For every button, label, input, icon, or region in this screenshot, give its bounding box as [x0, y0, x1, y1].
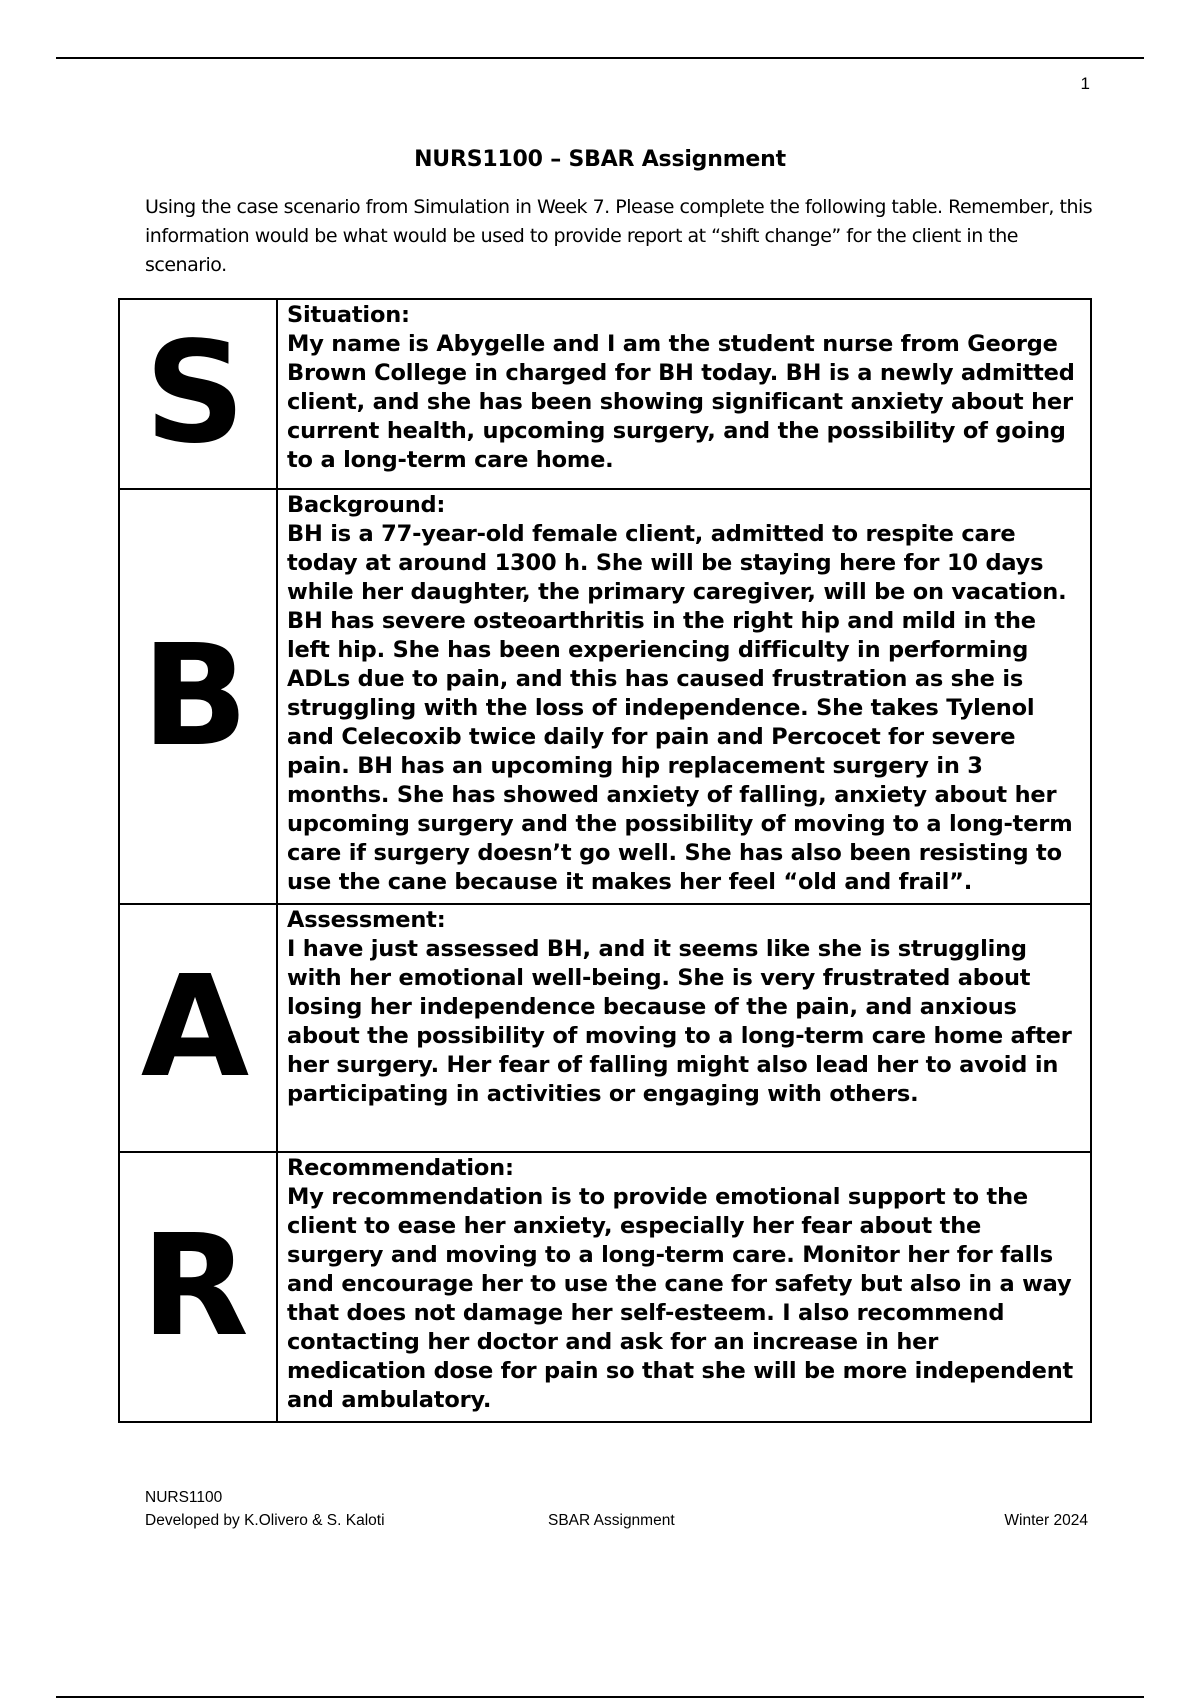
- situation-text: My name is Abygelle and I am the student nurse from George Brown College in charged for BH today. BH is a newly admitted client, and she has been showing significant anxiety about her current health, upcoming surgery, and the possibility of going to a long-term care home.: [287, 331, 1075, 473]
- sbar-row-situation: [119, 299, 1091, 489]
- page-number: 1: [1080, 74, 1090, 93]
- footer-center-title: SBAR Assignment: [548, 1512, 675, 1529]
- footer-developed-by: Developed by K.Olivero & S. Kaloti: [145, 1512, 385, 1529]
- recommendation-heading: Recommendation:: [287, 1155, 514, 1181]
- recommendation-text: My recommendation is to provide emotional support to the client to ease her anxiety, especially her fear about the surgery and moving to a long-term care. Monitor her for falls and encourage her to use the cane for safety but also in a way that does not damage her self-esteem. I also recommend contacting her doctor and ask for an increase in her medication dose for pain so that she will be more independent and ambulatory.: [287, 1184, 1074, 1413]
- footer-term: Winter 2024: [1004, 1512, 1088, 1529]
- background-heading: Background:: [287, 492, 446, 518]
- sbar-row-assessment: [119, 904, 1091, 1152]
- recommendation-letter: R: [141, 1205, 249, 1368]
- content-cell-recommendation: [277, 1152, 1091, 1422]
- content-cell-assessment: [277, 904, 1091, 1152]
- assessment-text: I have just assessed BH, and it seems like she is struggling with her emotional well-being. She is very frustrated about losing her independence because of the pain, and anxious about the possibility of moving to a long-term care home after her surgery. Her fear of falling might also lead her to avoid in participating in activities or engaging with others.: [287, 936, 1072, 1107]
- background-letter: B: [141, 614, 249, 778]
- sbar-row-background: [119, 489, 1091, 904]
- letter-cell-recommendation: [119, 1152, 277, 1422]
- document-title: NURS1100 – SBAR Assignment: [414, 147, 786, 172]
- content-cell-situation: [277, 299, 1091, 489]
- assessment-letter: A: [140, 946, 250, 1109]
- footer-left: [145, 1486, 385, 1532]
- sbar-table: [118, 298, 1092, 1423]
- letter-cell-situation: [119, 299, 277, 489]
- footer-course: NURS1100: [145, 1489, 223, 1506]
- content-cell-background: [277, 489, 1091, 904]
- situation-heading: Situation:: [287, 302, 410, 328]
- instructions-paragraph: Using the case scenario from Simulation in Week 7. Please complete the following table. Remember, this information would be what would be used to provide report at “shift change” for the client in the scenario.: [145, 196, 1093, 276]
- footer-rule: [56, 1696, 1144, 1698]
- letter-cell-assessment: [119, 904, 277, 1152]
- sbar-row-recommendation: [119, 1152, 1091, 1422]
- header-rule: [56, 57, 1144, 59]
- letter-cell-background: [119, 489, 277, 904]
- assessment-heading: Assessment:: [287, 907, 446, 933]
- situation-letter: S: [144, 312, 246, 475]
- background-text: BH is a 77-year-old female client, admitted to respite care today at around 1300 h. She will be staying here for 10 days while her daughter, the primary caregiver, will be on vacation. BH has severe osteoarthritis in the right hip and mild in the left hip. She has been experiencing difficulty in performing ADLs due to pain, and this has caused frustration as she is struggling with the loss of independence. She takes Tylenol and Celecoxib twice daily for pain and Percocet for severe pain. BH has an upcoming hip replacement surgery in 3 months. She has showed anxiety of falling, anxiety about her upcoming surgery and the possibility of moving to a long-term care if surgery doesn’t go well. She has also been resisting to use the cane because it makes her feel “old and frail”.: [287, 521, 1073, 895]
